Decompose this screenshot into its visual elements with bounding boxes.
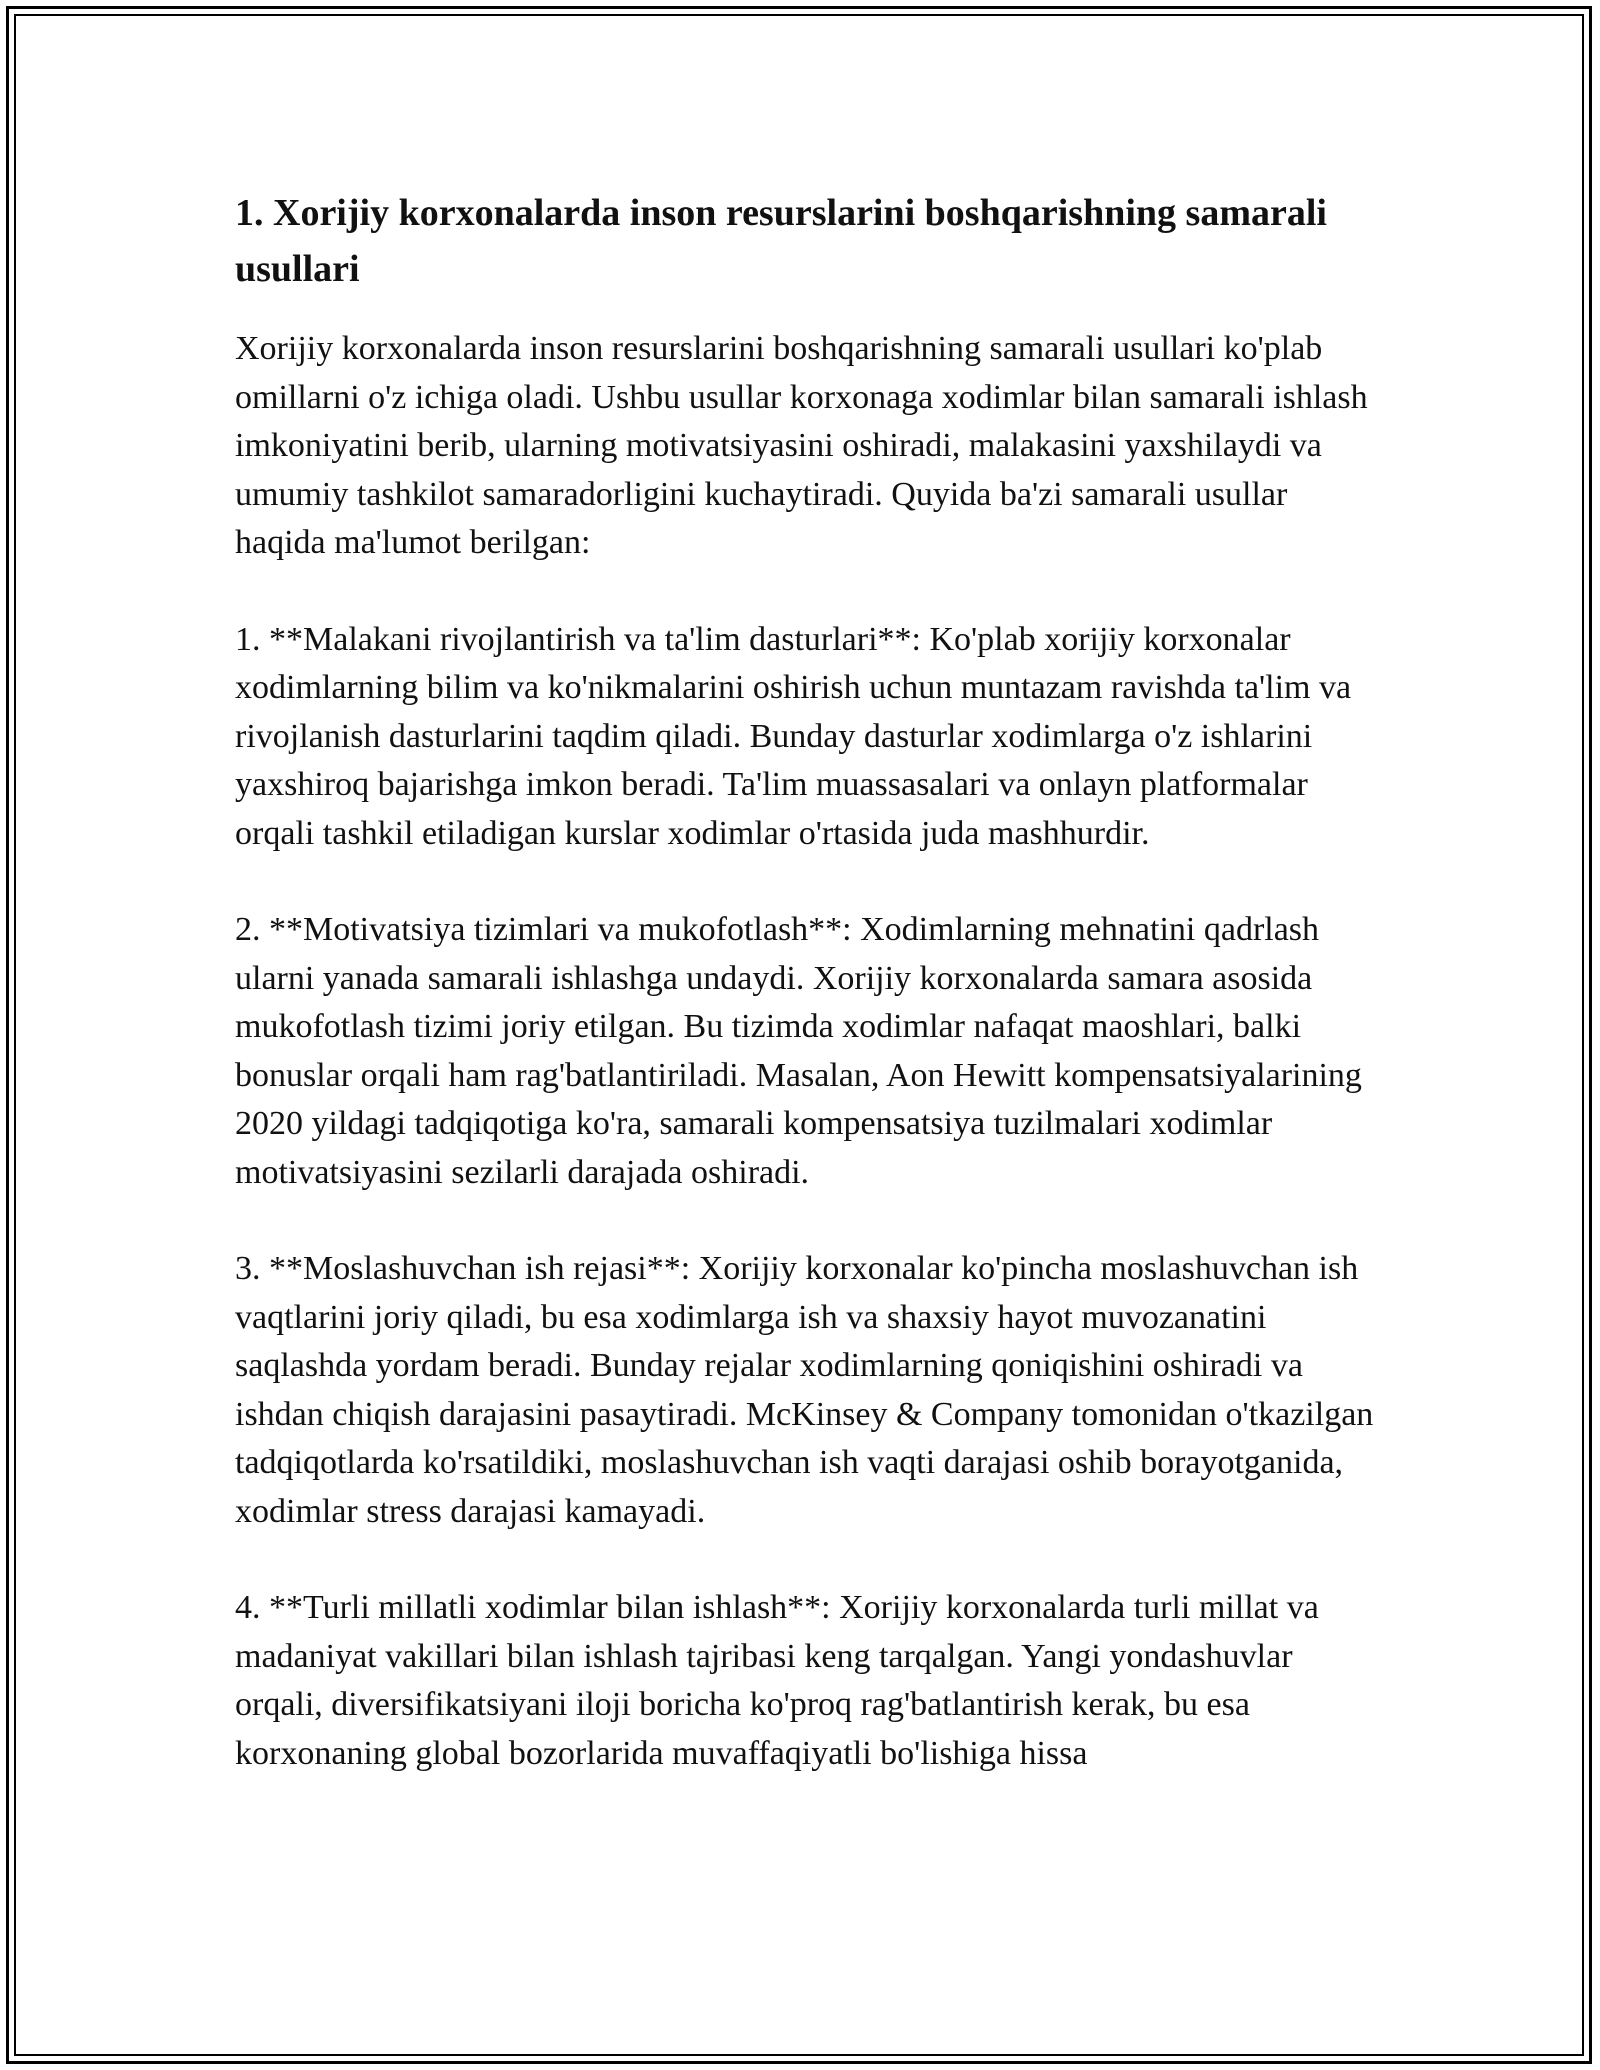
intro-paragraph: Xorijiy korxonalarda inson resurslarini boshqarishning samarali usullari ko'plab omillarni o'z ichiga oladi. Ushbu usullar korxonaga xodimlar bilan samarali ishlash imkoniyatini berib, ularning motivatsiyasini oshiradi, malakasini yaxshilaydi va umumiy tashkilot samaradorligini kuchaytiradi. Quyida ba'zi samarali usullar haqida ma'lumot berilgan: (235, 330, 1368, 561)
paragraph-multinational-staff: 4. **Turli millatli xodimlar bilan ishlash**: Xorijiy korxonalarda turli millat va madaniyat vakillari bilan ishlash tajribasi keng tarqalgan. Yangi yondashuvlar orqali, diversifikatsiyani iloji boricha ko'proq rag'batlantirish kerak, bu esa korxonaning global bozorlarida muvaffaqiyatli bo'lishiga hissa (235, 1589, 1319, 1772)
paragraph-flexible-schedule: 3. **Moslashuvchan ish rejasi**: Xorijiy korxonalar ko'pincha moslashuvchan ish vaqtlarini joriy qiladi, bu esa xodimlarga ish va shaxsiy hayot muvozanatini saqlashda yordam beradi. Bunday rejalar xodimlarning qoniqishini oshiradi va ishdan chiqish darajasini pasaytiradi. McKinsey & Company tomonidan o'tkazilgan tadqiqotlarda ko'rsatildiki, moslashuvchan ish vaqti darajasi oshib borayotganida, xodimlar stress darajasi kamayadi. (235, 1250, 1374, 1530)
paragraph-motivation-systems: 2. **Motivatsiya tizimlari va mukofotlash**: Xodimlarning mehnatini qadrlash ularni yanada samarali ishlashga undaydi. Xorijiy korxonalarda samara asosida mukofotlash tizimi joriy etilgan. Bu tizimda xodimlar nafaqat maoshlari, balki bonuslar orqali ham rag'batlantiriladi. Masalan, Aon Hewitt kompensatsiyalarining 2020 yildagi tadqiqotiga ko'ra, samarali kompensatsiya tuzilmalari xodimlar motivatsiyasini sezilarli darajada oshiradi. (235, 911, 1362, 1191)
section-heading: 1. Xorijiy korxonalarda inson resurslarini boshqarishning samarali usullari (235, 192, 1327, 290)
document-body (235, 185, 1375, 1826)
paragraph-training-programs: 1. **Malakani rivojlantirish va ta'lim dasturlari**: Ko'plab xorijiy korxonalar xodimlarning bilim va ko'nikmalarini oshirish uchun muntazam ravishda ta'lim va rivojlanish dasturlarini taqdim qiladi. Bunday dasturlar xodimlarga o'z ishlarini yaxshiroq bajarishga imkon beradi. Ta'lim muassasalari va onlayn platformalar orqali tashkil etiladigan kurslar xodimlar o'rtasida juda mashhurdir. (235, 620, 1352, 852)
